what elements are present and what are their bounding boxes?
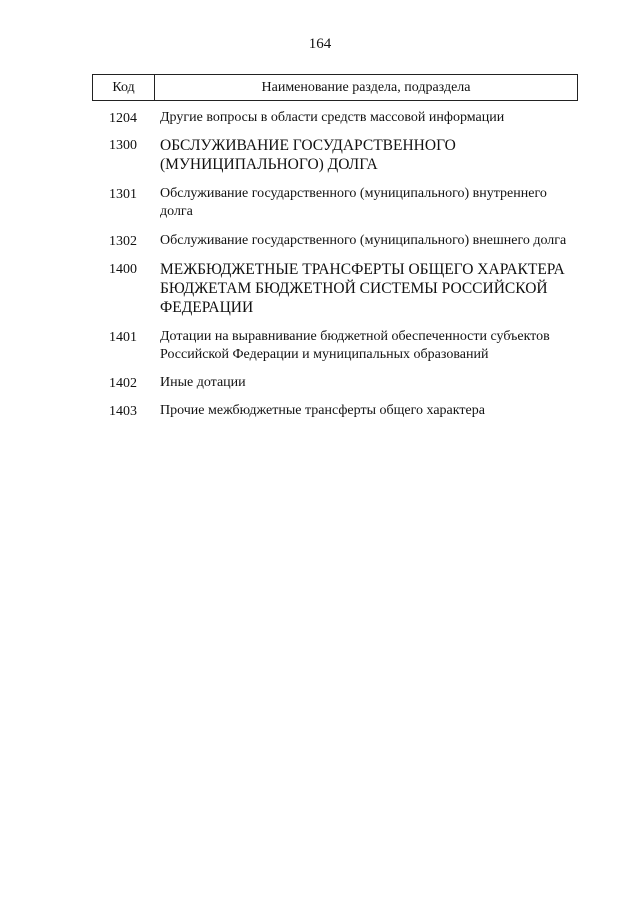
row-code: 1403 bbox=[109, 404, 137, 419]
table-row bbox=[92, 136, 578, 174]
row-name: Дотации на выравнивание бюджетной обеспеченности субъектов Российской Федерации и муниципальных образований bbox=[160, 329, 550, 362]
row-code: 1402 bbox=[109, 376, 137, 391]
row-name: Иные дотации bbox=[160, 375, 246, 390]
table-body bbox=[92, 107, 578, 421]
table-row bbox=[92, 374, 578, 393]
row-code: 1300 bbox=[109, 138, 137, 153]
row-code: 1204 bbox=[109, 111, 137, 126]
header-name-column: Наименование раздела, подраздела bbox=[261, 80, 471, 95]
table-row bbox=[92, 185, 578, 221]
header-code-column: Код bbox=[93, 75, 155, 100]
table-row bbox=[92, 402, 578, 421]
row-name-section: МЕЖБЮДЖЕТНЫЕ ТРАНСФЕРТЫ ОБЩЕГО ХАРАКТЕРА БЮДЖЕТАМ БЮДЖЕТНОЙ СИСТЕМЫ РОССИЙСКОЙ ФЕДЕРАЦИИ bbox=[160, 261, 565, 316]
table-header bbox=[92, 74, 578, 101]
row-code: 1301 bbox=[109, 187, 137, 202]
table-row bbox=[92, 260, 578, 317]
row-name-section: ОБСЛУЖИВАНИЕ ГОСУДАРСТВЕННОГО (МУНИЦИПАЛЬНОГО) ДОЛГА bbox=[160, 137, 456, 173]
row-code: 1401 bbox=[109, 330, 137, 345]
row-code: 1302 bbox=[109, 234, 137, 249]
table-row bbox=[92, 328, 578, 364]
table-row bbox=[92, 109, 578, 128]
row-name: Обслуживание государственного (муниципального) внутреннего долга bbox=[160, 186, 547, 219]
row-code: 1400 bbox=[109, 262, 137, 277]
page-number: 164 bbox=[308, 36, 332, 52]
row-name: Другие вопросы в области средств массовой информации bbox=[160, 110, 505, 125]
table-row bbox=[92, 232, 578, 251]
row-name: Обслуживание государственного (муниципального) внешнего долга bbox=[160, 233, 567, 248]
row-name: Прочие межбюджетные трансферты общего характера bbox=[160, 403, 485, 418]
